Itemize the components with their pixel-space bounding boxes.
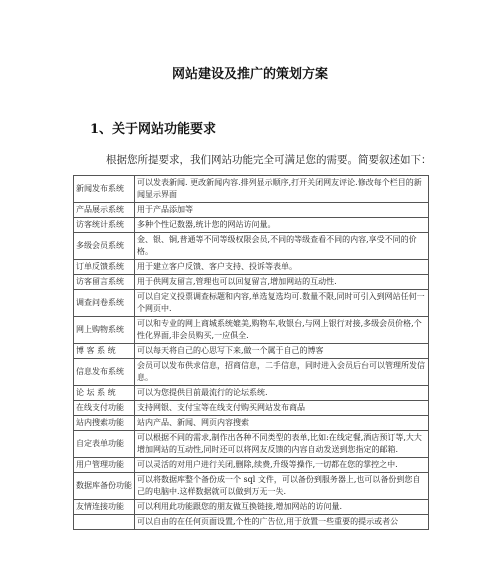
feature-name-cell: 网上购物系统 bbox=[74, 317, 135, 344]
feature-name-cell bbox=[74, 515, 135, 530]
feature-description-cell: 多种个性记数器,统计您的网站访问量。 bbox=[135, 218, 429, 233]
table-row bbox=[74, 275, 429, 290]
feature-description-cell: 可以自定义投票调查标题和内容,单选复选均可.数量不限,同时可引入到网站任何一个网页中. bbox=[135, 290, 429, 317]
feature-name-cell: 产品展示系统 bbox=[74, 203, 135, 218]
feature-description-cell: 可以自由的在任何页面设置,个性的广告位,用于放置一些重要的提示或者公 bbox=[135, 515, 429, 530]
feature-name-cell: 用户管理功能 bbox=[74, 458, 135, 473]
table-row bbox=[74, 203, 429, 218]
feature-name-cell: 访客留言系统 bbox=[74, 275, 135, 290]
table-row bbox=[74, 500, 429, 515]
intro-paragraph: 根据您所提要求，我们网站功能完全可满足您的需要。简要叙述如下： bbox=[106, 154, 432, 166]
table-row bbox=[74, 218, 429, 233]
feature-description-cell: 用于建立客户反馈、客户支持、投诉等表单。 bbox=[135, 260, 429, 275]
feature-description-cell: 用于供网友留言,管理也可以回复留言,增加网站的互动性. bbox=[135, 275, 429, 290]
feature-name-cell: 友情连接功能 bbox=[74, 500, 135, 515]
table-row bbox=[74, 458, 429, 473]
table-row bbox=[74, 260, 429, 275]
table-row bbox=[74, 359, 429, 386]
feature-name-cell: 博 客 系 统 bbox=[74, 344, 135, 359]
table-row bbox=[74, 401, 429, 416]
table-row bbox=[74, 176, 429, 203]
feature-description-cell: 用于产品添加等 bbox=[135, 203, 429, 218]
feature-description-cell: 可以和专业的网上商城系统媲美,购物车,收银台,与网上银行对接,多级会员价格,个性化界面,非会员购买,一应俱全. bbox=[135, 317, 429, 344]
table-row bbox=[74, 431, 429, 458]
table-row bbox=[74, 515, 429, 530]
feature-name-cell: 在线支付功能 bbox=[74, 401, 135, 416]
table-row bbox=[74, 317, 429, 344]
feature-name-cell: 调查问卷系统 bbox=[74, 290, 135, 317]
feature-description-cell: 可以根据不同的需求,制作出各种不同类型的表单,比如:在线定餐,酒店预订等,大大增加网站的互动性,同时还可以将网友反馈的内容自动发送到您指定的邮箱. bbox=[135, 431, 429, 458]
feature-description-cell: 可以为您提供目前最流行的论坛系统. bbox=[135, 386, 429, 401]
feature-table bbox=[73, 175, 429, 530]
feature-description-cell: 支持网银、支付宝等在线支付购买网站发布商品 bbox=[135, 401, 429, 416]
section-heading: 1、关于网站功能要求 bbox=[90, 122, 217, 137]
feature-name-cell: 数据库备份功能 bbox=[74, 473, 135, 500]
feature-name-cell: 论 坛 系 统 bbox=[74, 386, 135, 401]
feature-description-cell: 站内产品、新闻、网页内容搜索 bbox=[135, 416, 429, 431]
feature-name-cell: 自定表单功能 bbox=[74, 431, 135, 458]
table-row bbox=[74, 290, 429, 317]
document-title: 网站建设及推广的策划方案 bbox=[171, 67, 328, 82]
table-row bbox=[74, 233, 429, 260]
feature-description-cell: 会员可以发布供求信息，招商信息，二手信息，同时进入会员后台可以管理所发信息。 bbox=[135, 359, 429, 386]
feature-description-cell: 可以每天将自己的心思写下来,做一个属于自己的博客 bbox=[135, 344, 429, 359]
feature-name-cell: 访客统计系统 bbox=[74, 218, 135, 233]
table-row bbox=[74, 416, 429, 431]
feature-name-cell: 信息发布系统 bbox=[74, 359, 135, 386]
table-row bbox=[74, 386, 429, 401]
feature-description-cell: 可以将数据库整个备份成一个 sql 文件，可以备份到服务器上,也可以备份到您自己的电脑中.这样数据就可以做到万无一失. bbox=[135, 473, 429, 500]
feature-description-cell: 可以发表新闻. 更改新闻内容.排列显示顺序,打开关闭网友评论.修改每个栏目的新闻显示界面 bbox=[135, 176, 429, 203]
table-row bbox=[74, 473, 429, 500]
feature-description-cell: 可以利用此功能跟您的朋友做互换链接,增加网站的访问量. bbox=[135, 500, 429, 515]
feature-description-cell: 可以灵活的对用户进行关闭,删除,续费,升级等操作,一切都在您的掌控之中. bbox=[135, 458, 429, 473]
feature-name-cell: 新闻发布系统 bbox=[74, 176, 135, 203]
table-row bbox=[74, 344, 429, 359]
feature-name-cell: 订单反馈系统 bbox=[74, 260, 135, 275]
feature-name-cell: 站内搜索功能 bbox=[74, 416, 135, 431]
feature-name-cell: 多级会员系统 bbox=[74, 233, 135, 260]
feature-description-cell: 金、银、铜,普通等不同等级权限会员,不同的等级查看不同的内容,享受不同的价格。 bbox=[135, 233, 429, 260]
